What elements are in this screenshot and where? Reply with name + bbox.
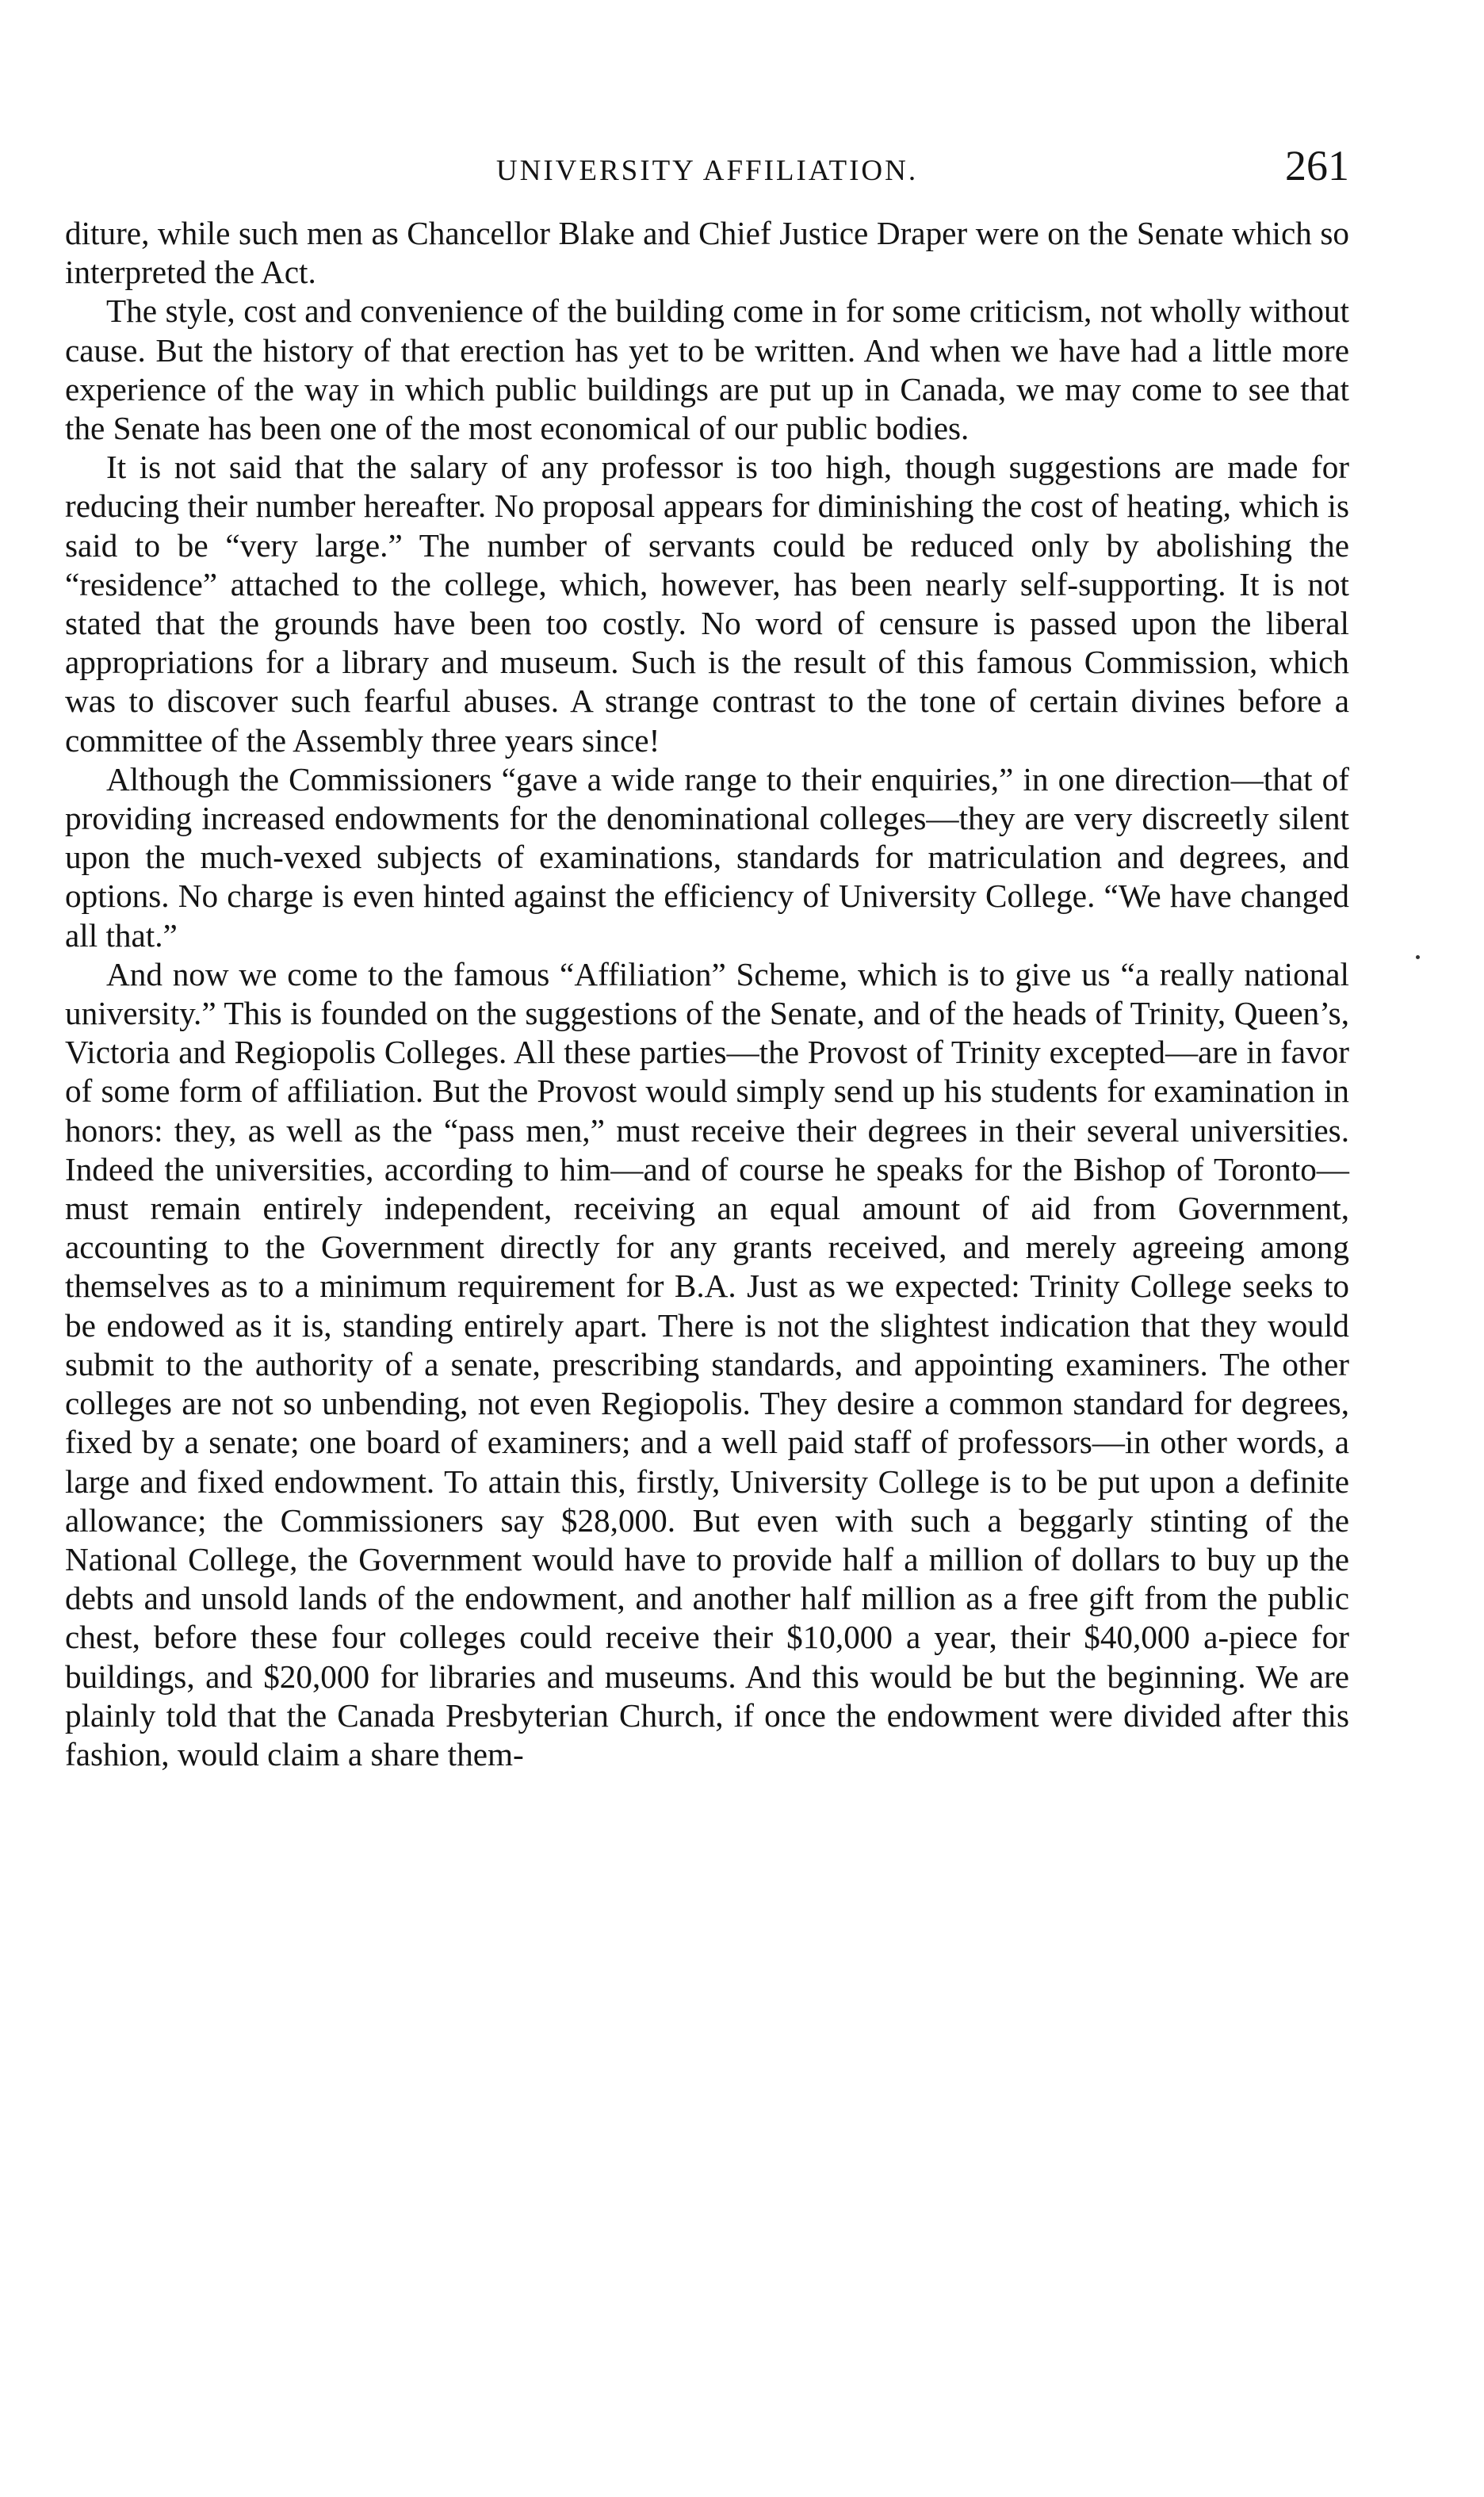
- body-text: [65, 214, 1349, 1774]
- paragraph-5: And now we come to the famous “Affiliation” Scheme, which is to give us “a really national university.” This is founded on the suggestions of the Senate, and of the heads of Trinity, Queen’s, Victoria and Regiopolis Colleges. All these parties—the Provost of Trinity excepted—are in favor of some form of affiliation. But the Provost would simply send up his students for examination in honors: they, as well as the “pass men,” must receive their degrees in their several universities. Indeed the universities, according to him—and of course he speaks for the Bishop of Toronto—must remain entirely independent, receiving an equal amount of aid from Government, accounting to the Government directly for any grants received, and merely agreeing among themselves as to a minimum requirement for B.A. Just as we expected: Trinity College seeks to be endowed as it is, standing entirely apart. There is not the slightest indication that they would submit to the authority of a senate, prescribing standards, and appointing examiners. The other colleges are not so unbending, not even Regiopolis. They desire a common standard for degrees, fixed by a senate; one board of examiners; and a well paid staff of professors—in other words, a large and fixed endowment. To attain this, firstly, University College is to be put upon a definite allowance; the Commissioners say $28,000. But even with such a beggarly stinting of the National College, the Government would have to provide half a million of dollars to buy up the debts and unsold lands of the endowment, and another half million as a free gift from the public chest, before these four colleges could receive their $10,000 a year, their $40,000 a-piece for buildings, and $20,000 for libraries and museums. And this would be but the beginning. We are plainly told that the Canada Presbyterian Church, if once the endowment were divided after this fashion, would claim a share them-: [65, 955, 1349, 1772]
- running-title: UNIVERSITY AFFILIATION.: [495, 155, 919, 187]
- paragraph-2: The style, cost and convenience of the building come in for some criticism, not wholly without cause. But the history of that erection has yet to be written. And when we have had a little more experience of the way in which public buildings are put up in Canada, we may come to see that the Senate has been one of the most economical of our public bodies.: [65, 293, 1349, 447]
- paragraph-1: diture, while such men as Chancellor Blake and Chief Justice Draper were on the Senate which so interpreted the Act.: [65, 215, 1349, 291]
- book-page: [65, 135, 1349, 1774]
- page-header: [65, 135, 1349, 206]
- paragraph-3: It is not said that the salary of any professor is too high, though suggestions are made for reducing their number hereafter. No proposal appears for diminishing the cost of heating, which is said to be “very large.” The number of servants could be reduced only by abolishing the “residence” attached to the college, which, however, has been nearly self-supporting. It is not stated that the grounds have been too costly. No word of censure is passed upon the liberal appropriations for a library and museum. Such is the result of this famous Commission, which was to discover such fearful abuses. A strange contrast to the tone of certain divines before a committee of the Assembly three years since!: [65, 449, 1349, 759]
- page-number: 261: [1285, 142, 1349, 189]
- stray-ink-mark: [1416, 955, 1420, 959]
- paragraph-4: Although the Commissioners “gave a wide range to their enquiries,” in one direction—that of providing increased endowments for the denominational colleges—they are very discreetly silent upon the much-vexed subjects of examinations, standards for matriculation and degrees, and options. No charge is even hinted against the efficiency of University College. “We have changed all that.”: [65, 760, 1349, 954]
